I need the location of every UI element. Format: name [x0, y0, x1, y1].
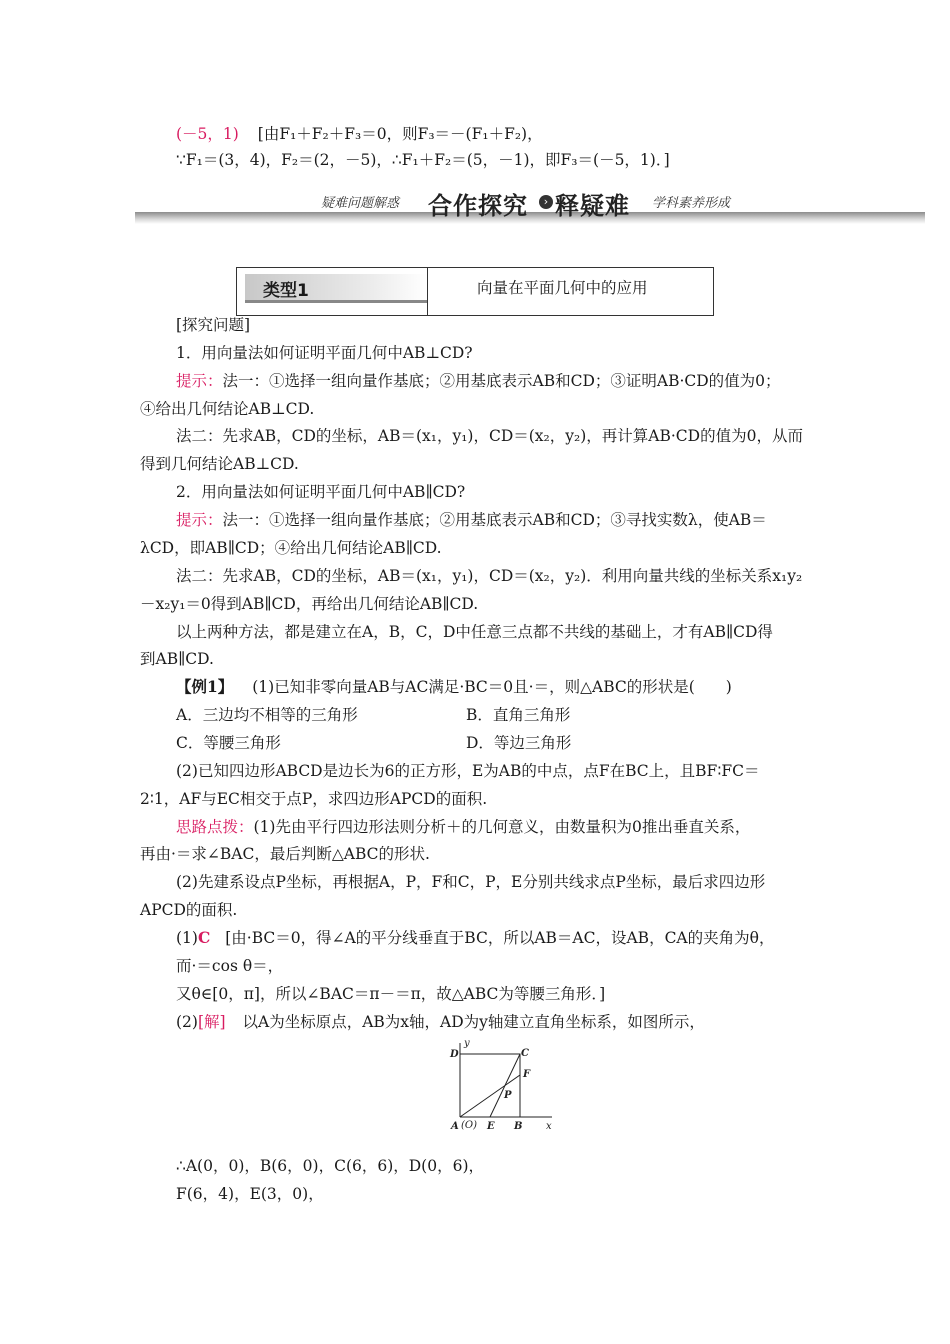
type-tag: 类型1	[245, 274, 427, 303]
label-p: P	[504, 1090, 512, 1101]
hint-label: 提示：	[176, 372, 223, 390]
label-o: (O)	[461, 1120, 478, 1131]
coordinates-line-1: ∴A(0，0)，B(6，0)，C(6，6)，D(0，6)，	[176, 1157, 485, 1175]
hint-1-line-2: ④给出几何结论AB⊥CD.	[140, 400, 315, 418]
example-1-part-2-cont: 2∶1，AF与EC相交于点P，求四边形APCD的面积.	[140, 790, 488, 808]
summary-line-2: 到AB∥CD.	[140, 650, 214, 668]
section-label: [探究问题]	[176, 316, 251, 334]
solution-label: [解]	[197, 1013, 226, 1031]
coordinates-line-2: F(6，4)，E(3，0)，	[176, 1185, 324, 1203]
thinking-line-1: 思路点拨：(1)先由平行四边形法则分析＋的几何意义，由数量积为0推出垂直关系，	[176, 818, 751, 836]
type-title: 向量在平面几何中的应用	[477, 279, 648, 297]
banner-left-text: 疑难问题解惑	[321, 196, 400, 211]
hint-2-line-1: 提示：法一：①选择一组向量作基底；②用基底表示AB和CD；③寻找实数λ，使AB＝	[176, 511, 767, 529]
hint-2-method-2-cont: －x₂y₁＝0得到AB∥CD，再给出几何结论AB∥CD.	[140, 595, 479, 613]
option-b: B．直角三角形	[466, 706, 571, 724]
option-d: D．等边三角形	[466, 734, 572, 752]
summary-line-1: 以上两种方法，都是建立在A，B，C，D中任意三点都不共线的基础上，才有AB∥CD得	[176, 623, 773, 641]
segment-ec	[490, 1054, 520, 1117]
type-box-divider	[427, 268, 428, 315]
answer-line-2: ∵F₁＝(3，4)，F₂＝(2，－5)，∴F₁＋F₂＝(5，－1)，即F₃＝(－5，1)．]	[176, 151, 670, 169]
banner-arrow-icon: ›	[539, 195, 553, 209]
example-1-stem: 【例1】 (1)已知非零向量AB与AC满足·BC＝0且·＝，则△ABC的形状是( )	[176, 677, 732, 696]
question-1: 1．用向量法如何证明平面几何中AB⊥CD?	[176, 344, 473, 362]
banner-main-left: 合作探究	[428, 192, 528, 220]
hint-label: 提示：	[176, 511, 223, 529]
banner-main-right: 释疑难	[555, 192, 630, 220]
thinking-line-4: APCD的面积.	[140, 901, 238, 919]
hint-2-method-2: 法二：先求AB，CD的坐标，AB＝(x₁，y₁)，CD＝(x₂，y₂)．利用向量共线的坐标关系x₁y₂	[176, 567, 803, 585]
label-a: A	[451, 1121, 459, 1132]
label-e: E	[487, 1121, 495, 1132]
banner-band	[135, 212, 925, 224]
solution-1-line-2: 而·＝cos θ＝，	[176, 957, 284, 975]
option-a: A．三边均不相等的三角形	[176, 706, 358, 724]
square-sides	[460, 1054, 520, 1117]
label-x: x	[546, 1121, 552, 1132]
hint-2-line-2: λCD，即AB∥CD；④给出几何结论AB∥CD.	[140, 539, 442, 557]
section-banner	[135, 186, 925, 226]
hint-1-line-1: 提示：法一：①选择一组向量作基底；②用基底表示AB和CD；③证明AB·CD的值为0；	[176, 372, 781, 390]
hint-1-method-2-cont: 得到几何结论AB⊥CD.	[140, 455, 299, 473]
question-2: 2．用向量法如何证明平面几何中AB∥CD?	[176, 483, 466, 501]
answer-result: (－5，1)	[176, 125, 239, 143]
thinking-line-3: (2)先建系设点P坐标，再根据A，P，F和C，P，E分别共线求点P坐标，最后求四边形	[176, 873, 766, 891]
option-c: C．等腰三角形	[176, 734, 281, 752]
label-y: y	[464, 1038, 470, 1049]
answer-line-1	[176, 123, 543, 145]
type-box	[236, 267, 714, 316]
example-1-part-2: (2)已知四边形ABCD是边长为6的正方形，E为AB的中点，点F在BC上，且BF∶FC＝	[176, 762, 760, 780]
solution-1-line-3: 又θ∈[0，π]，所以∠BAC＝π－＝π，故△ABC为等腰三角形．]	[176, 985, 606, 1003]
answer-choice: C	[197, 928, 211, 947]
thinking-label: 思路点拨：	[176, 818, 254, 836]
label-c: C	[521, 1048, 529, 1059]
hint-1-method-2: 法二：先求AB，CD的坐标，AB＝(x₁，y₁)，CD＝(x₂，y₂)，再计算AB·CD的值为0，从而	[176, 427, 803, 445]
label-f: F	[523, 1069, 531, 1080]
label-d: D	[450, 1049, 459, 1060]
thinking-line-2: 再由·＝求∠BAC，最后判断△ABC的形状.	[140, 845, 430, 863]
coordinate-diagram	[430, 1037, 560, 1137]
banner-right-text: 学科素养形成	[652, 196, 731, 211]
label-b: B	[514, 1121, 523, 1132]
solution-2-line-1: (2)[解] 以A为坐标原点，AB为x轴，AD为y轴建立直角坐标系，如图所示，	[176, 1013, 705, 1031]
example-label: 【例1】	[176, 677, 234, 696]
coordinate-figure	[430, 1037, 560, 1137]
solution-1-line-1: (1)C [由·BC＝0，得∠A的平分线垂直于BC，所以AB＝AC，设AB，CA的夹角为θ，	[176, 928, 775, 947]
answer-explanation-1: [由F₁＋F₂＋F₃＝0，则F₃＝－(F₁＋F₂)，	[257, 125, 543, 143]
